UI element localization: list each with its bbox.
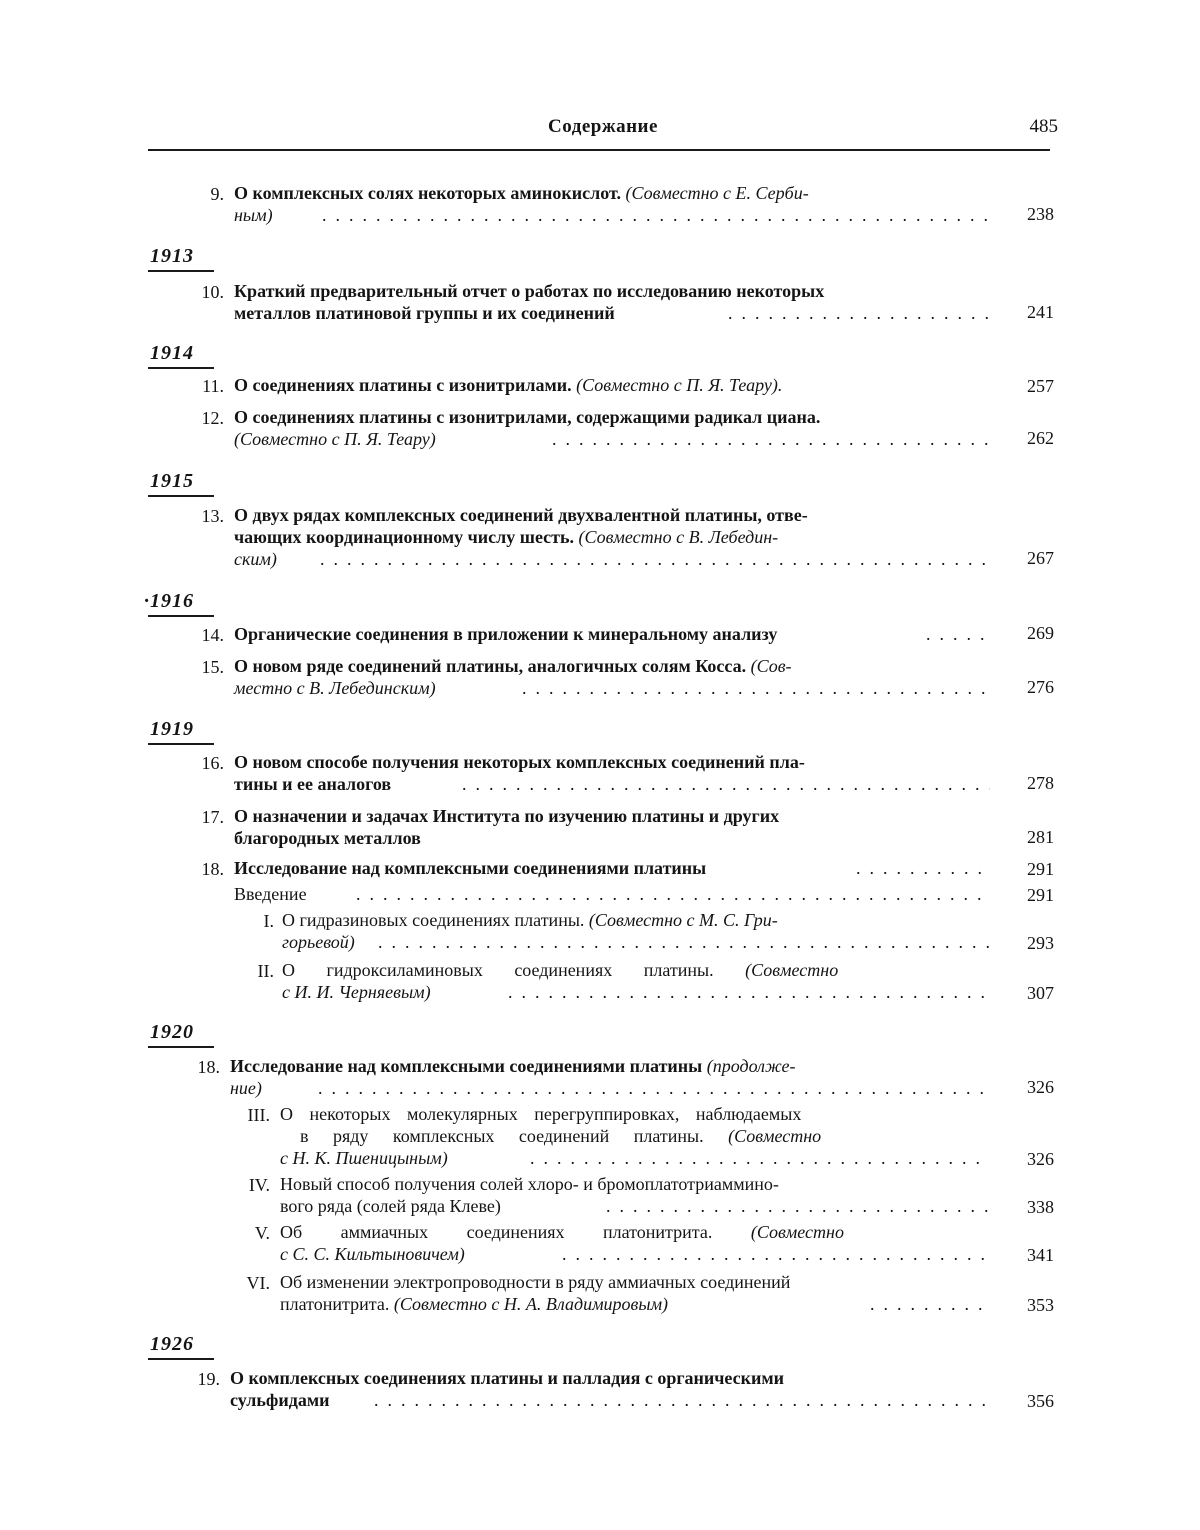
entry-title: О комплексных солях некоторых аминокислот. (234, 183, 621, 203)
dot-leader: ................................... (530, 1149, 988, 1167)
running-title: Содержание (148, 116, 1058, 138)
entry-coauthor: местно с В. Лебединским) (234, 678, 436, 698)
entry-title: металлов платиновой группы и их соединений (234, 302, 615, 324)
entry-title: О соединениях платины с изонитрилами, содержащими радикал циана. (234, 406, 820, 428)
entry-page: 269 (1010, 623, 1054, 644)
year-heading: 1920 (150, 1021, 194, 1044)
entry-line (234, 548, 277, 570)
entry-line (234, 526, 778, 548)
entry-title: вого ряда (солей ряда Клеве) (280, 1195, 501, 1217)
entry-title: О гидроксиламиновых соединениях платины. (282, 960, 714, 980)
entry-line (234, 374, 782, 396)
entry-title: Об аммиачных соединениях платонитрита. (280, 1222, 712, 1242)
entry-title: Новый способ получения солей хлоро- и бромоплатотриаммино- (280, 1173, 779, 1195)
entry-title: Краткий предварительный отчет о работах по исследованию некоторых (234, 280, 824, 302)
entry-page: 338 (1010, 1197, 1054, 1218)
entry-line (234, 677, 436, 699)
entry-line (282, 909, 778, 931)
year-heading: 1913 (150, 245, 194, 268)
entry-number: 9. (180, 184, 224, 205)
entry-coauthor: (Совместно с П. Я. Теару). (576, 375, 782, 395)
header-rule (148, 149, 1050, 151)
entry-coauthor: с И. И. Черняевым) (282, 982, 431, 1002)
entry-page: 291 (1010, 885, 1054, 906)
entry-coauthor: ние) (230, 1078, 262, 1098)
dot-leader: ............................................. (374, 1391, 988, 1409)
dot-leader: .... (926, 625, 990, 643)
entry-number: 15. (180, 657, 224, 678)
entry-coauthor: с Н. К. Пшеницыным) (280, 1148, 448, 1168)
entry-line (234, 655, 792, 677)
dot-leader: ................................................. (322, 206, 990, 224)
dot-leader: ............................................. (378, 933, 990, 951)
entry-title: сульфидами (230, 1389, 329, 1411)
dot-leader: ................................................. (318, 1079, 988, 1097)
entry-line (282, 959, 838, 981)
entry-number: 14. (180, 625, 224, 646)
entry-coauthor: (Совместно с Е. Серби- (625, 183, 808, 203)
entry-page: 293 (1010, 933, 1054, 954)
dot-leader: .......... (856, 859, 990, 877)
entry-title: О новом способе получения некоторых комплексных соединений пла- (234, 751, 805, 773)
entry-number: 10. (180, 282, 224, 303)
entry-page: 326 (1010, 1149, 1054, 1170)
entry-page: 262 (1010, 428, 1054, 449)
entry-page: 307 (1010, 983, 1054, 1004)
entry-title: О некоторых молекулярных перегруппировках, наблюдаемых (280, 1103, 801, 1125)
entry-page: 326 (1010, 1077, 1054, 1098)
entry-number: 19. (176, 1369, 220, 1390)
entry-number: 17. (180, 807, 224, 828)
entry-title: в ряду комплексных соединений платины. (300, 1126, 704, 1146)
year-rule (148, 1046, 214, 1048)
year-rule (148, 270, 214, 272)
entry-number: 18. (180, 859, 224, 880)
entry-page: 267 (1010, 548, 1054, 569)
entry-page: 238 (1010, 204, 1054, 225)
entry-line (230, 1055, 796, 1077)
dot-leader: ............................................... (356, 885, 990, 903)
entry-coauthor: (Совместно с П. Я. Теару) (234, 429, 436, 449)
entry-line (280, 1221, 844, 1243)
entry-coauthor: (Сов- (751, 656, 792, 676)
entry-coauthor: (Совместно (751, 1222, 844, 1242)
entry-title: О соединениях платины с изонитрилами. (234, 375, 572, 395)
entry-number: V. (226, 1223, 270, 1244)
year-heading: 1914 (150, 342, 194, 365)
dot-leader: ................................... (552, 430, 990, 448)
entry-page: 341 (1010, 1245, 1054, 1266)
dot-leader: ................... (728, 304, 990, 322)
entry-page: 278 (1010, 773, 1054, 794)
year-rule (148, 495, 214, 497)
book-page (0, 0, 1200, 1530)
entry-number: 11. (180, 376, 224, 397)
entry-title: О новом ряде соединений платины, аналогичных солям Косса. (234, 656, 746, 676)
entry-coauthor: с С. С. Кильтыновичем) (280, 1244, 465, 1264)
entry-title: Введение (234, 883, 307, 905)
dot-leader: ................................... (562, 1245, 988, 1263)
entry-number: III. (226, 1105, 270, 1126)
entry-line (280, 1147, 448, 1169)
entry-title: тины и ее аналогов (234, 773, 391, 795)
entry-coauthor: горьевой) (282, 932, 355, 952)
entry-coauthor: (Совместно с В. Лебедин- (579, 527, 779, 547)
entry-page: 356 (1010, 1391, 1054, 1412)
dot-leader: ................................................. (320, 550, 990, 568)
dot-leader: ................................... (522, 679, 990, 697)
year-rule (148, 367, 214, 369)
entry-title: О комплексных соединениях платины и палладия с органическими (230, 1367, 784, 1389)
entry-page: 281 (1010, 827, 1054, 848)
entry-line (280, 1293, 668, 1315)
entry-title: О назначении и задачах Института по изучению платины и других (234, 805, 779, 827)
entry-number: I. (236, 911, 274, 932)
year-rule (148, 1358, 214, 1360)
entry-number: II. (236, 961, 274, 982)
entry-line (234, 428, 436, 450)
year-heading: 1926 (150, 1333, 194, 1356)
entry-coauthor: (Совместно (745, 960, 838, 980)
entry-title: Органические соединения в приложении к минеральному анализу (234, 623, 777, 645)
entry-title: платонитрита. (280, 1294, 389, 1314)
entry-line (282, 931, 355, 953)
year-rule (148, 743, 214, 745)
entry-line (300, 1125, 821, 1147)
entry-page: 353 (1010, 1295, 1054, 1316)
entry-line (234, 182, 809, 204)
entry-page: 276 (1010, 677, 1054, 698)
year-heading: ·1916 (144, 590, 194, 613)
entry-number: 16. (180, 753, 224, 774)
dot-leader: ....................................... (462, 775, 990, 793)
entry-number: 12. (180, 408, 224, 429)
dot-leader: ........ (870, 1295, 988, 1313)
entry-coauthor: (Совместно с М. С. Гри- (589, 910, 778, 930)
entry-number: 18. (176, 1057, 220, 1078)
year-rule (148, 615, 214, 617)
entry-title: Исследование над комплексными соединениями платины (234, 857, 706, 879)
entry-coauthor: (Совместно (728, 1126, 821, 1146)
entry-number: VI. (226, 1273, 270, 1294)
entry-title: Об изменении электропроводности в ряду аммиачных соединений (280, 1271, 790, 1293)
entry-title: чающих координационному числу шесть. (234, 527, 574, 547)
page-number: 485 (1030, 116, 1059, 138)
entry-coauthor: (продолже- (707, 1056, 796, 1076)
entry-number: IV. (226, 1175, 270, 1196)
entry-page: 241 (1010, 302, 1054, 323)
dot-leader: ................................... (508, 983, 990, 1001)
entry-line (282, 981, 431, 1003)
entry-number: 13. (180, 506, 224, 527)
running-head (148, 116, 1058, 146)
entry-coauthor: ским) (234, 549, 277, 569)
year-heading: 1915 (150, 470, 194, 493)
entry-page: 257 (1010, 376, 1054, 397)
entry-line (280, 1243, 465, 1265)
entry-coauthor: (Совместно с Н. А. Владимировым) (394, 1294, 668, 1314)
dot-leader: ............................ (606, 1197, 988, 1215)
entry-title: О гидразиновых соединениях платины. (282, 910, 584, 930)
entry-line (230, 1077, 262, 1099)
entry-line (234, 204, 273, 226)
entry-title: Исследование над комплексными соединениями платины (230, 1056, 702, 1076)
entry-title: благородных металлов (234, 827, 421, 849)
entry-page: 291 (1010, 859, 1054, 880)
entry-title: О двух рядах комплексных соединений двухвалентной платины, отве- (234, 504, 808, 526)
year-heading: 1919 (150, 718, 194, 741)
entry-coauthor: ным) (234, 205, 273, 225)
